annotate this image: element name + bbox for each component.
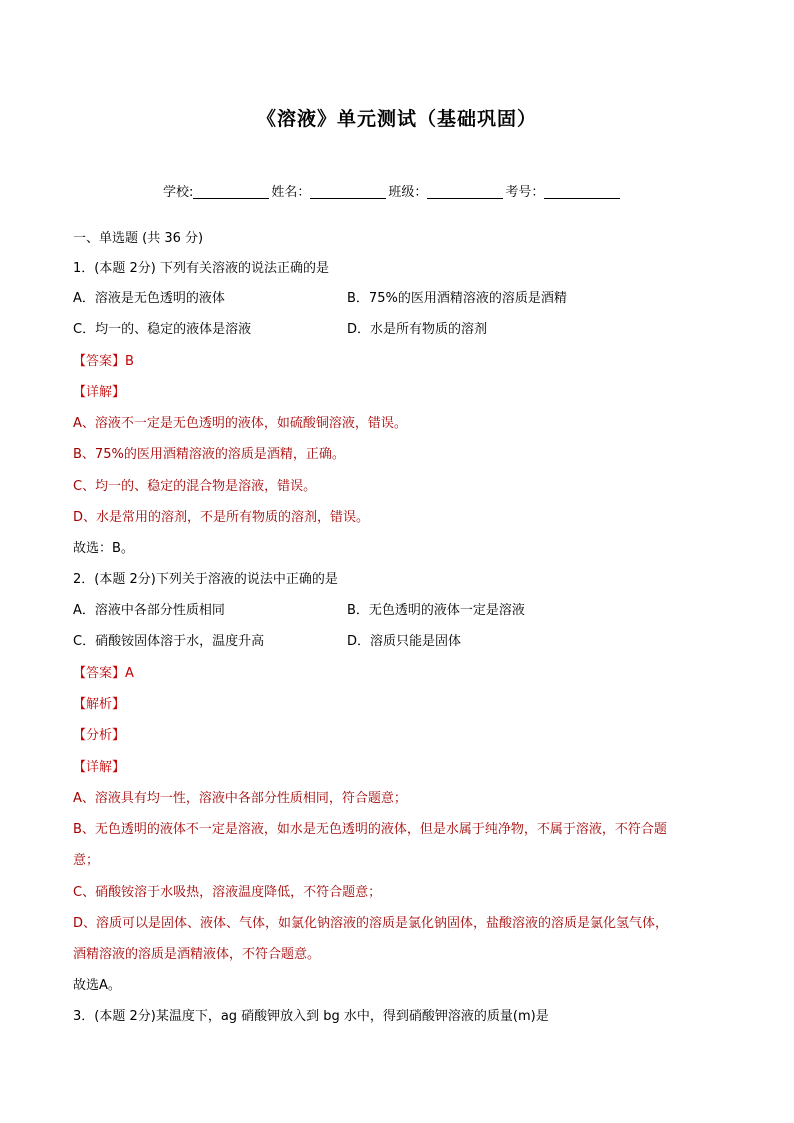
q2-analysis-label-text: 【解析】 (73, 697, 126, 712)
q2-answer-label: 【答案】 (73, 666, 126, 681)
class-blank (427, 184, 503, 199)
q1-answer (73, 353, 134, 371)
q1-explain-c: C、均一的、稳定的混合物是溶液，错误。 (73, 479, 317, 494)
q1-explain-a: A、溶液不一定是无色透明的液体，如硫酸铜溶液，错误。 (73, 416, 407, 431)
number-blank (544, 184, 620, 199)
q1-explain-b: B、75%的医用酒精溶液的溶质是酒精，正确。 (73, 447, 345, 462)
q1-option-b: B．75%的医用酒精溶液的溶质是酒精 (347, 291, 567, 306)
school-blank (193, 184, 269, 199)
q2-fenxi-label (73, 727, 125, 745)
q2-option-d: D．溶质只能是固体 (347, 634, 462, 649)
q2-explain-a: A、溶液具有均一性，溶液中各部分性质相同，符合题意； (73, 791, 407, 806)
q2-option-a: A．溶液中各部分性质相同 (73, 603, 225, 618)
q3-stem: 3．(本题 2分)某温度下，ag 硝酸钾放入到 bg 水中，得到硝酸钾溶液的质量(m)是 (73, 1009, 549, 1024)
q1-answer-value: B (125, 354, 134, 369)
name-label: 姓名： (271, 185, 311, 200)
q2-answer-value: A (125, 666, 134, 681)
q2-explain-c: C、硝酸铵溶于水吸热，溶液温度降低，不符合题意； (73, 885, 382, 900)
q1-option-c: C．均一的、稳定的液体是溶液 (73, 322, 252, 337)
student-info-row (163, 181, 622, 200)
q2-option-c: C．硝酸铵固体溶于水，温度升高 (73, 634, 265, 649)
q2-explain-d: D、溶质可以是固体、液体、气体，如氯化钠溶液的溶质是氯化钠固体，盐酸溶液的溶质是氯化氢气体， (73, 916, 669, 931)
q1-answer-label: 【答案】 (73, 354, 126, 369)
name-blank (310, 184, 386, 199)
q2-stem: 2．(本题 2分)下列关于溶液的说法中正确的是 (73, 572, 338, 587)
q1-option-a: A．溶液是无色透明的液体 (73, 291, 225, 306)
q1-conclusion: 故选：B。 (73, 541, 134, 556)
q2-detail-label-text: 【详解】 (73, 760, 126, 775)
school-label: 学校: (163, 185, 194, 200)
q2-explain-b: B、无色透明的液体不一定是溶液，如水是无色透明的液体，但是水属于纯净物，不属于溶液，不符合题 (73, 822, 667, 837)
q1-option-d: D．水是所有物质的溶剂 (347, 322, 488, 337)
q2-answer (73, 665, 134, 683)
q2-fenxi-label-text: 【分析】 (73, 728, 126, 743)
q1-detail-label-text: 【详解】 (73, 385, 126, 400)
q2-detail-label (73, 759, 125, 777)
q2-conclusion: 故选A。 (73, 978, 121, 993)
q1-detail-label (73, 384, 125, 402)
q2-analysis-label (73, 696, 125, 714)
q1-explain-d: D、水是常用的溶剂，不是所有物质的溶剂，错误。 (73, 510, 370, 525)
q2-explain-d-cont: 酒精溶液的溶质是酒精液体，不符合题意。 (73, 947, 321, 962)
q2-explain-b-cont: 意； (73, 853, 100, 868)
class-label: 班级： (388, 185, 428, 200)
section-heading: 一、单选题 (共 36 分) (73, 231, 204, 246)
page-title: 《溶液》单元测试（基础巩固） (256, 108, 537, 130)
q2-option-b: B．无色透明的液体一定是溶液 (347, 603, 525, 618)
q1-stem: 1．(本题 2分) 下列有关溶液的说法正确的是 (73, 261, 329, 276)
number-label: 考号： (505, 185, 545, 200)
